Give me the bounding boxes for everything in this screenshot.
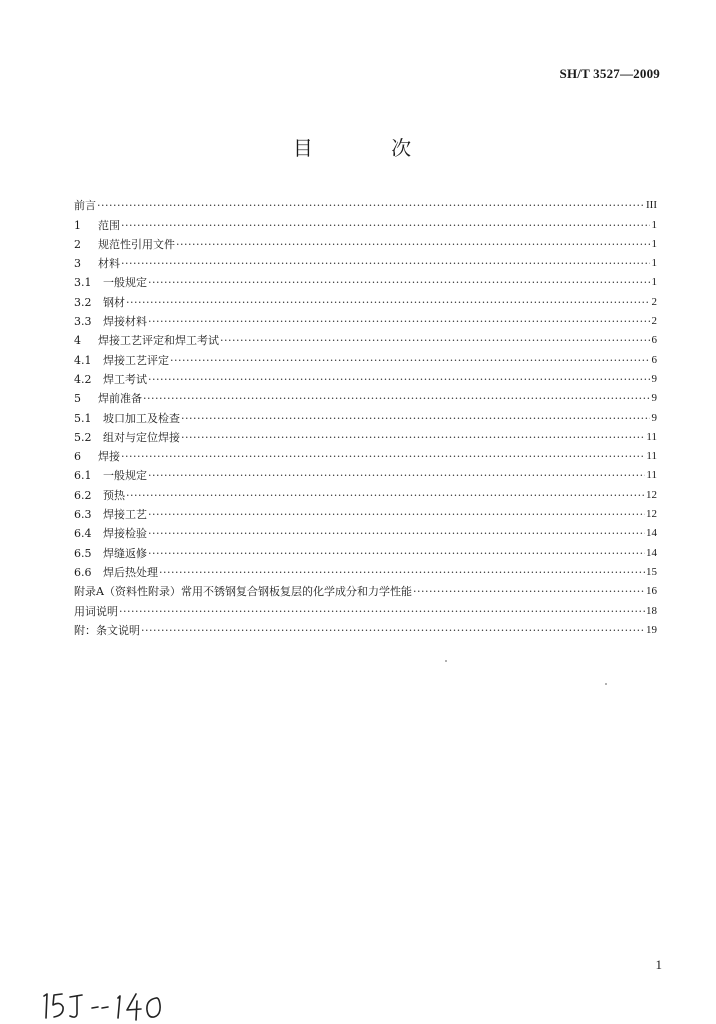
toc-entry[interactable] — [74, 251, 657, 270]
table-of-contents — [74, 193, 657, 637]
scan-speck — [445, 660, 447, 662]
toc-entry[interactable] — [74, 560, 657, 579]
toc-entry-page: 1 — [651, 257, 657, 270]
toc-entry-title: 前言 — [74, 199, 96, 213]
toc-entry-title: 钢材 — [103, 295, 125, 309]
toc-entry[interactable] — [74, 425, 657, 444]
toc-entry-title: 材料 — [98, 257, 120, 271]
toc-entry-page: 11 — [646, 469, 657, 482]
toc-entry-number: 6.4 — [74, 527, 92, 541]
toc-leader-dots — [413, 585, 645, 598]
toc-leader-dots — [119, 605, 645, 618]
toc-entry-title: 焊接工艺评定和焊工考试 — [98, 334, 219, 348]
toc-entry-title: 规范性引用文件 — [98, 237, 175, 251]
toc-entry-number: 1 — [74, 218, 81, 232]
toc-entry-page: 14 — [646, 546, 657, 559]
toc-entry-number: 5.2 — [74, 430, 92, 444]
toc-entry[interactable] — [74, 598, 657, 617]
toc-entry-page: 18 — [646, 604, 657, 617]
toc-entry-page: III — [646, 199, 657, 212]
toc-entry-number: 5 — [74, 392, 81, 406]
toc-entry-title: 焊前准备 — [98, 392, 142, 406]
toc-entry-number: 4 — [74, 334, 81, 348]
toc-leader-dots — [159, 566, 645, 579]
toc-entry-page: 16 — [646, 585, 657, 598]
toc-entry[interactable] — [74, 386, 657, 405]
scan-speck — [605, 683, 607, 685]
toc-entry-page: 12 — [646, 488, 657, 501]
toc-entry-number: 2 — [74, 237, 81, 251]
toc-entry-title: 一般规定 — [103, 276, 147, 290]
toc-entry-title: 坡口加工及检查 — [103, 411, 180, 425]
toc-entry-page: 14 — [646, 527, 657, 540]
toc-leader-dots — [220, 334, 650, 347]
toc-entry[interactable] — [74, 328, 657, 347]
toc-entry[interactable] — [74, 521, 657, 540]
toc-entry-title: 焊接检验 — [103, 527, 147, 541]
toc-entry-page: 1 — [651, 237, 657, 250]
toc-entry[interactable] — [74, 618, 657, 637]
toc-entry-page: 15 — [646, 565, 657, 578]
toc-entry-title: 附录A（资料性附录）常用不锈钢复合钢板复层的化学成分和力学性能 — [74, 585, 412, 599]
toc-entry-title: 用词说明 — [74, 604, 118, 618]
toc-entry[interactable] — [74, 482, 657, 501]
toc-entry-title: 焊接材料 — [103, 315, 147, 329]
toc-entry[interactable] — [74, 405, 657, 424]
toc-entry-title: 焊缝返修 — [103, 546, 147, 560]
standard-code: SH/T 3527—2009 — [559, 66, 660, 81]
toc-entry[interactable] — [74, 212, 657, 231]
toc-entry-number: 4.1 — [74, 353, 92, 367]
toc-entry-title: 焊接 — [98, 450, 120, 464]
toc-leader-dots — [126, 296, 650, 309]
toc-leader-dots — [121, 219, 650, 232]
toc-entry[interactable] — [74, 193, 657, 212]
toc-entry-number: 3.1 — [74, 276, 92, 290]
toc-entry[interactable] — [74, 502, 657, 521]
handwritten-note — [40, 988, 180, 1022]
toc-entry-page: 11 — [646, 430, 657, 443]
toc-entry[interactable] — [74, 444, 657, 463]
toc-entry-page: 12 — [646, 508, 657, 521]
toc-leader-dots — [148, 527, 645, 540]
toc-entry[interactable] — [74, 347, 657, 366]
toc-leader-dots — [148, 315, 650, 328]
toc-leader-dots — [121, 257, 650, 270]
toc-entry[interactable] — [74, 540, 657, 559]
toc-entry[interactable] — [74, 270, 657, 289]
page-title: 目 次 — [292, 136, 448, 160]
toc-leader-dots — [143, 392, 650, 405]
toc-entry-page: 2 — [651, 295, 657, 308]
toc-entry-title: 组对与定位焊接 — [103, 430, 180, 444]
toc-entry-page: 6 — [651, 334, 657, 347]
toc-entry-page: 9 — [651, 392, 657, 405]
toc-entry-title: 焊后热处理 — [103, 565, 158, 579]
toc-leader-dots — [148, 508, 645, 521]
toc-entry-page: 1 — [651, 276, 657, 289]
toc-entry[interactable] — [74, 579, 657, 598]
toc-entry-number: 3.2 — [74, 295, 92, 309]
toc-entry-title: 范围 — [98, 218, 120, 232]
toc-entry-page: 1 — [651, 218, 657, 231]
toc-entry-number: 6.1 — [74, 469, 92, 483]
toc-entry[interactable] — [74, 289, 657, 308]
toc-leader-dots — [148, 469, 645, 482]
toc-entry-number: 4.2 — [74, 372, 92, 386]
toc-entry-number: 6 — [74, 450, 81, 464]
toc-entry-page: 6 — [651, 353, 657, 366]
toc-entry-number: 6.5 — [74, 546, 92, 560]
toc-leader-dots — [181, 431, 645, 444]
toc-leader-dots — [148, 276, 650, 289]
toc-entry-page: 9 — [651, 411, 657, 424]
toc-entry-title: 附：条文说明 — [74, 623, 140, 637]
toc-entry-number: 6.2 — [74, 488, 92, 502]
toc-entry[interactable] — [74, 463, 657, 482]
toc-entry-page: 2 — [651, 315, 657, 328]
toc-entry[interactable] — [74, 309, 657, 328]
toc-entry-page: 9 — [651, 372, 657, 385]
toc-entry-title: 一般规定 — [103, 469, 147, 483]
toc-leader-dots — [97, 199, 645, 212]
page-number: 1 — [655, 957, 662, 972]
toc-entry-number: 3.3 — [74, 315, 92, 329]
toc-leader-dots — [126, 489, 645, 502]
toc-entry-number: 5.1 — [74, 411, 92, 425]
toc-leader-dots — [121, 450, 645, 463]
toc-entry-page: 19 — [646, 623, 657, 636]
toc-entry-number: 3 — [74, 257, 81, 271]
toc-leader-dots — [181, 412, 650, 425]
toc-entry[interactable] — [74, 367, 657, 386]
toc-entry-title: 焊接工艺评定 — [103, 353, 169, 367]
toc-leader-dots — [148, 547, 645, 560]
toc-entry-number: 6.3 — [74, 508, 92, 522]
toc-leader-dots — [170, 354, 650, 367]
toc-leader-dots — [176, 238, 650, 251]
toc-entry-number: 6.6 — [74, 565, 92, 579]
toc-entry-page: 11 — [646, 450, 657, 463]
toc-leader-dots — [148, 373, 650, 386]
toc-entry-title: 预热 — [103, 488, 125, 502]
toc-leader-dots — [141, 624, 645, 637]
toc-entry-title: 焊工考试 — [103, 372, 147, 386]
toc-entry-title: 焊接工艺 — [103, 508, 147, 522]
toc-entry[interactable] — [74, 232, 657, 251]
